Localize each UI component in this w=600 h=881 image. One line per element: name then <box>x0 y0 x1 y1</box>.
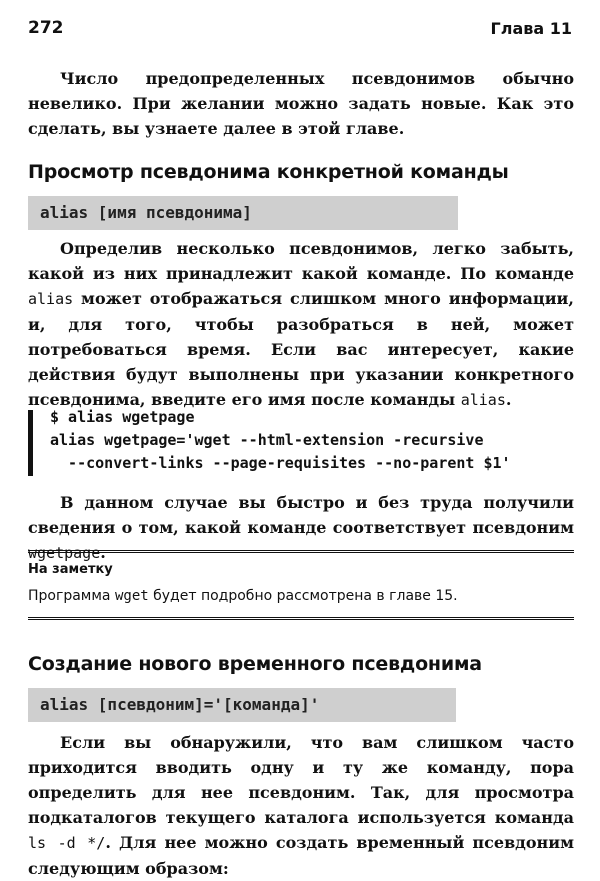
inline-code-alias-2: alias <box>460 391 506 409</box>
inline-code-wgetpage: wgetpage <box>28 544 101 562</box>
intro-text: Число предопределенных псевдонимов обычно невелико. При желании можно задать новые. Как это сделать, вы узнаете далее в этой главе. <box>28 69 574 138</box>
note-text-start: Программа <box>28 588 111 604</box>
section-heading-view-alias: Просмотр псевдонима конкретной команды <box>28 161 509 183</box>
create-alias-paragraph <box>28 730 574 881</box>
note-top-rule <box>28 550 574 553</box>
note-box <box>28 550 574 620</box>
create-alias-text-end: . Для нее можно создать временный псевдоним следующим образом: <box>28 833 574 878</box>
explanation-text-end: . <box>505 390 512 409</box>
create-alias-text-start: Если вы обнаружили, что вам слишком часто приходится вводить одну и ту же команду, пора определить для нее псевдоним. Так, для просмотра подкаталогов текущего каталога используется команда <box>28 733 574 827</box>
result-text: В данном случае вы быстро и без труда получили сведения о том, какой команде соответствует псевдоним <box>28 493 574 537</box>
page-header <box>28 16 572 40</box>
section-heading-new-alias: Создание нового временного псевдонима <box>28 653 482 675</box>
syntax-text-2: alias [псевдоним]='[команда]' <box>40 695 320 714</box>
intro-paragraph <box>28 66 574 141</box>
code-line: --convert-links --page-requisites --no-parent $1' <box>50 454 511 472</box>
code-line: alias wgetpage='wget --html-extension -recursive <box>50 431 484 449</box>
note-text-end: будет подробно рассмотрена в главе 15. <box>153 588 458 604</box>
code-line: $ alias wgetpage <box>50 408 195 426</box>
explanation-text-middle: может отображаться слишком много информации, и, для того, чтобы разобраться в ней, может потребоваться время. Если вас интересует, какие действия будут выполнены при указании конкретного псевдонима, введите его имя после команды <box>28 289 574 409</box>
syntax-box-new-alias <box>28 688 456 722</box>
code-block <box>28 406 574 482</box>
code-lines <box>50 406 511 475</box>
inline-code-wget: wget <box>114 588 149 604</box>
syntax-text: alias [имя псевдонима] <box>40 203 252 222</box>
result-text-end: . <box>100 543 106 562</box>
inline-code-alias: alias <box>28 290 74 308</box>
inline-code-ls: ls -d */ <box>28 834 106 852</box>
note-text <box>28 588 458 604</box>
syntax-box-view-alias <box>28 196 458 230</box>
explanation-text-start: Определив несколько псевдонимов, легко забыть, какой из них принадлежит какой команде. По команде <box>28 239 574 283</box>
page-number: 272 <box>28 18 64 38</box>
chapter-label: Глава 11 <box>490 18 572 38</box>
note-title: На заметку <box>28 562 113 577</box>
note-bottom-rule <box>28 617 574 620</box>
explanation-paragraph <box>28 236 574 413</box>
code-block-bar <box>28 410 33 476</box>
